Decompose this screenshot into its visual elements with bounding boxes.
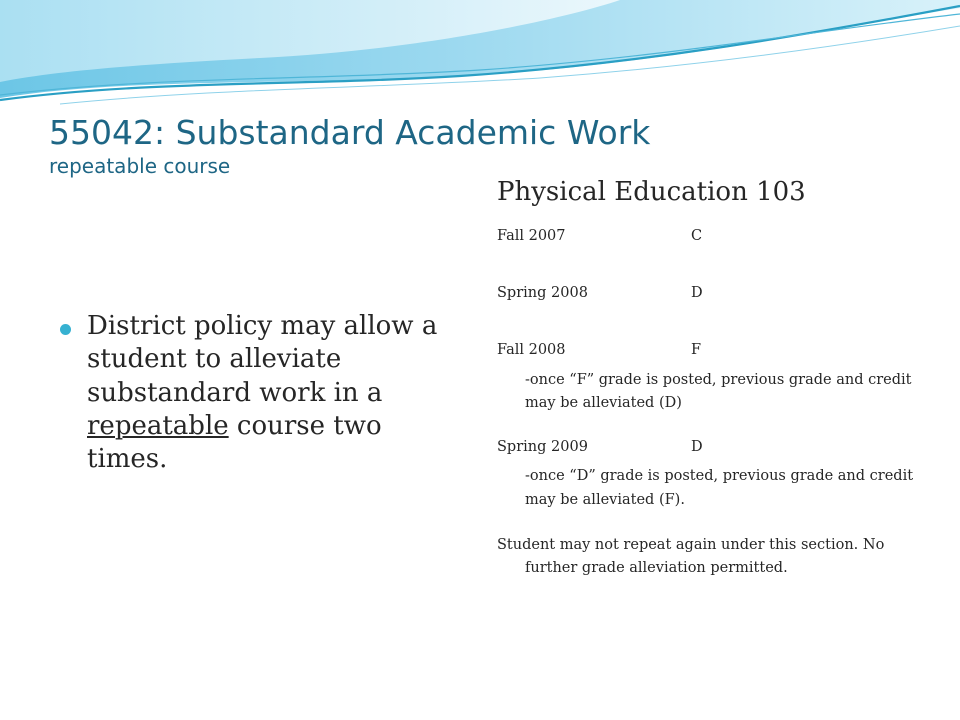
grade-entry bbox=[497, 437, 937, 457]
grade-entry bbox=[497, 340, 937, 360]
entry-grade: D bbox=[691, 285, 703, 302]
policy-text-start: District policy may allow a student to alleviate substandard work in a bbox=[87, 311, 438, 408]
entry-grade: F bbox=[691, 342, 702, 359]
header-wave-decoration bbox=[0, 0, 960, 110]
left-content bbox=[60, 310, 460, 476]
policy-text-end: course two times. bbox=[87, 410, 382, 475]
entry-term: Fall 2007 bbox=[497, 227, 566, 244]
grade-entry bbox=[497, 283, 937, 303]
course-heading: Physical Education 103 bbox=[497, 177, 806, 207]
entry-grade: C bbox=[691, 227, 703, 244]
final-note: Student may not repeat again under this section. No further grade alleviation permitted. bbox=[497, 536, 885, 576]
right-content bbox=[497, 176, 937, 580]
policy-text-underlined: repeatable bbox=[87, 410, 229, 441]
entry-term: Spring 2008 bbox=[497, 285, 588, 302]
slide-title: 55042: Substandard Academic Work bbox=[49, 113, 651, 152]
slide-title-block bbox=[49, 113, 749, 179]
entry-note: -once “F” grade is posted, previous grade and credit may be alleviated (D) bbox=[525, 371, 912, 411]
grade-entry bbox=[497, 226, 937, 246]
policy-text bbox=[87, 310, 460, 476]
policy-bullet bbox=[60, 310, 460, 476]
entry-term: Spring 2009 bbox=[497, 439, 588, 456]
slide-subtitle: repeatable course bbox=[49, 153, 231, 178]
bullet-dot-icon bbox=[60, 324, 71, 335]
entry-note: -once “D” grade is posted, previous grade and credit may be alleviated (F). bbox=[525, 468, 914, 508]
entry-term: Fall 2008 bbox=[497, 342, 566, 359]
entry-grade: D bbox=[691, 439, 703, 456]
